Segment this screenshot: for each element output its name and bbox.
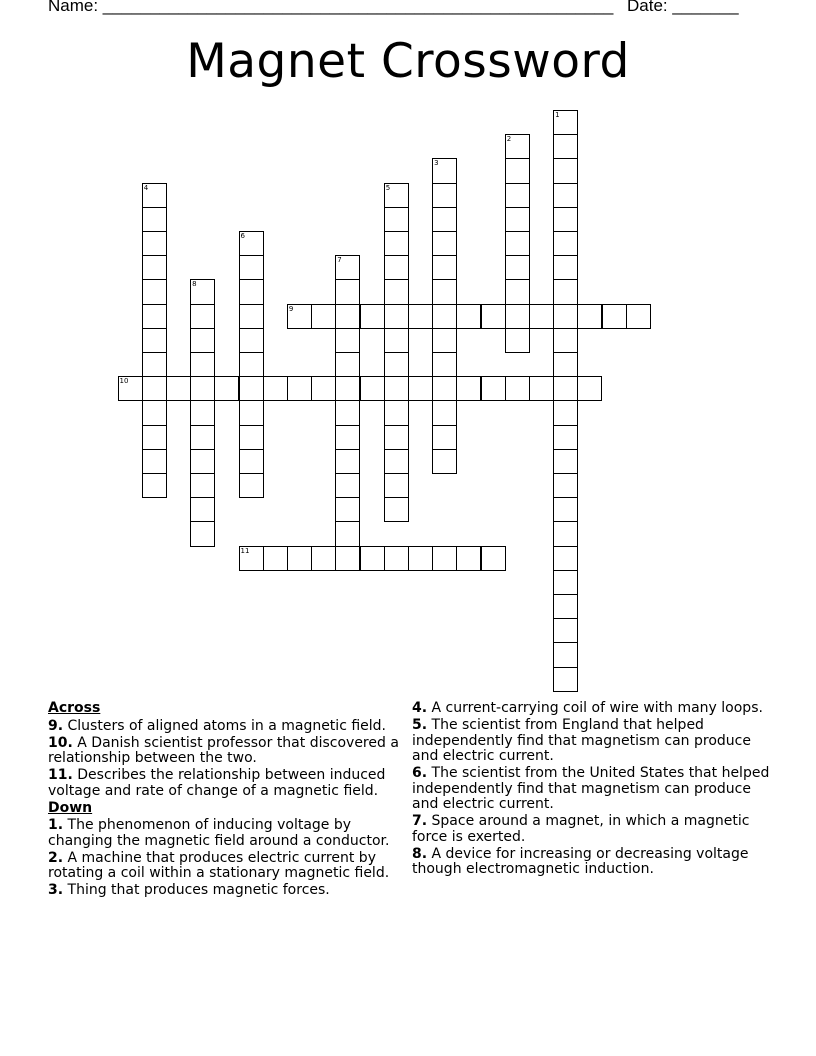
grid-cell[interactable] xyxy=(505,376,530,401)
grid-cell[interactable] xyxy=(505,279,530,304)
grid-cell[interactable] xyxy=(384,352,409,377)
grid-cell[interactable] xyxy=(239,400,264,425)
grid-cell[interactable] xyxy=(384,473,409,498)
grid-cell[interactable] xyxy=(432,352,457,377)
grid-cell[interactable] xyxy=(408,376,433,401)
grid-cell[interactable] xyxy=(384,497,409,522)
grid-cell[interactable] xyxy=(553,304,578,329)
date-field-label: Date: _______ xyxy=(627,0,739,15)
grid-cell[interactable] xyxy=(505,328,530,353)
grid-cell[interactable] xyxy=(239,425,264,450)
grid-cell[interactable] xyxy=(553,618,578,643)
grid-cell[interactable] xyxy=(166,376,191,401)
grid-cell[interactable] xyxy=(481,304,506,329)
grid-cell[interactable] xyxy=(142,279,167,304)
grid-cell[interactable] xyxy=(142,183,167,208)
clues-right-column xyxy=(412,701,772,879)
grid-cell[interactable] xyxy=(384,231,409,256)
grid-cell[interactable] xyxy=(432,546,457,571)
grid-cell[interactable] xyxy=(553,570,578,595)
grid-cell[interactable] xyxy=(239,328,264,353)
grid-cell[interactable] xyxy=(432,400,457,425)
clue-across-10: 10. A Danish scientist professor that discovered a relationship between the two. xyxy=(48,734,399,766)
grid-cell[interactable] xyxy=(384,425,409,450)
grid-cell[interactable] xyxy=(190,449,215,474)
grid-cell[interactable] xyxy=(360,546,385,571)
clue-number-label: 7 xyxy=(337,256,342,265)
grid-cell[interactable] xyxy=(190,473,215,498)
grid-cell[interactable] xyxy=(384,449,409,474)
grid-cell[interactable] xyxy=(626,304,651,329)
grid-cell[interactable] xyxy=(142,231,167,256)
grid-cell[interactable] xyxy=(553,207,578,232)
grid-cell[interactable] xyxy=(529,376,554,401)
grid-cell[interactable] xyxy=(553,400,578,425)
grid-cell[interactable] xyxy=(118,376,143,401)
grid-cell[interactable] xyxy=(142,255,167,280)
clue-number-label: 2 xyxy=(506,135,512,144)
name-field-label: Name: ______________________________________________________ xyxy=(48,0,614,15)
clue-across-11: 11. Describes the relationship between induced voltage and rate of change of a magnetic field. xyxy=(48,767,386,799)
grid-cell[interactable] xyxy=(239,304,264,329)
grid-cell[interactable] xyxy=(553,521,578,546)
grid-cell[interactable] xyxy=(190,352,215,377)
clue-number-label: 6 xyxy=(240,232,245,240)
grid-cell[interactable] xyxy=(505,255,530,280)
grid-cell[interactable] xyxy=(263,376,288,401)
grid-cell[interactable] xyxy=(432,328,457,353)
grid-cell[interactable] xyxy=(384,255,409,280)
grid-cell[interactable] xyxy=(239,352,264,377)
clue-down-8: 8. A device for increasing or decreasing voltage though electromagnetic induction. xyxy=(412,845,749,877)
grid-cell[interactable] xyxy=(384,400,409,425)
clue-number-label: 1 xyxy=(555,111,560,119)
grid-cell[interactable] xyxy=(553,594,578,619)
grid-cell[interactable] xyxy=(553,425,578,450)
grid-cell[interactable] xyxy=(335,425,360,450)
grid-cell[interactable] xyxy=(505,304,530,329)
grid-cell[interactable] xyxy=(287,376,312,401)
clue-down-2: 2. A machine that produces electric current by rotating a coil within a stationary magnetic field. xyxy=(48,849,390,881)
grid-cell[interactable] xyxy=(311,304,336,329)
grid-cell[interactable] xyxy=(239,473,264,498)
grid-cell[interactable] xyxy=(432,425,457,450)
grid-cell[interactable] xyxy=(432,231,457,256)
grid-cell[interactable] xyxy=(335,255,360,280)
clue-down-4: 4. A current-carrying coil of wire with many loops. xyxy=(412,700,763,716)
clue-number-label: 8 xyxy=(192,280,197,289)
grid-cell[interactable] xyxy=(456,304,481,329)
grid-cell[interactable] xyxy=(190,304,215,329)
grid-cell[interactable] xyxy=(142,473,167,498)
grid-cell[interactable] xyxy=(553,376,578,401)
grid-cell[interactable] xyxy=(190,279,215,304)
clue-number-label: 4 xyxy=(143,183,149,192)
grid-cell[interactable] xyxy=(384,376,409,401)
grid-cell[interactable] xyxy=(505,207,530,232)
grid-cell[interactable] xyxy=(408,304,433,329)
grid-cell[interactable] xyxy=(311,376,336,401)
grid-cell[interactable] xyxy=(239,376,264,401)
grid-cell[interactable] xyxy=(335,279,360,304)
grid-cell[interactable] xyxy=(505,183,530,208)
grid-cell[interactable] xyxy=(287,546,312,571)
grid-cell[interactable] xyxy=(553,497,578,522)
grid-cell[interactable] xyxy=(311,546,336,571)
grid-cell[interactable] xyxy=(553,546,578,571)
grid-cell[interactable] xyxy=(360,304,385,329)
grid-cell[interactable] xyxy=(432,255,457,280)
grid-cell[interactable] xyxy=(384,328,409,353)
grid-cell[interactable] xyxy=(456,546,481,571)
clue-number-label: 11 xyxy=(240,546,250,555)
grid-cell[interactable] xyxy=(142,376,167,401)
grid-cell[interactable] xyxy=(142,207,167,232)
grid-cell[interactable] xyxy=(553,110,578,135)
clue-down-3: 3. Thing that produces magnetic forces. xyxy=(48,882,330,898)
grid-cell[interactable] xyxy=(602,304,627,329)
grid-cell[interactable] xyxy=(335,497,360,522)
grid-cell[interactable] xyxy=(335,400,360,425)
grid-cell[interactable] xyxy=(505,134,530,159)
grid-cell[interactable] xyxy=(142,449,167,474)
grid-cell[interactable] xyxy=(432,158,457,183)
grid-cell[interactable] xyxy=(553,352,578,377)
grid-cell[interactable] xyxy=(190,376,215,401)
grid-cell[interactable] xyxy=(287,304,312,329)
grid-cell[interactable] xyxy=(384,279,409,304)
grid-cell[interactable] xyxy=(190,328,215,353)
grid-cell[interactable] xyxy=(239,231,264,256)
grid-cell[interactable] xyxy=(239,255,264,280)
page-title: Magnet Crossword xyxy=(186,34,630,89)
grid-cell[interactable] xyxy=(335,546,360,571)
grid-cell[interactable] xyxy=(553,255,578,280)
grid-cell[interactable] xyxy=(481,376,506,401)
grid-cell[interactable] xyxy=(142,304,167,329)
grid-cell[interactable] xyxy=(553,158,578,183)
grid-cell[interactable] xyxy=(190,425,215,450)
grid-cell[interactable] xyxy=(553,279,578,304)
grid-cell[interactable] xyxy=(239,546,264,571)
clue-number-label: 3 xyxy=(434,159,439,168)
grid-cell[interactable] xyxy=(432,376,457,401)
grid-cell[interactable] xyxy=(553,449,578,474)
grid-cell[interactable] xyxy=(529,304,554,329)
grid-cell[interactable] xyxy=(432,304,457,329)
grid-cell[interactable] xyxy=(335,328,360,353)
down-heading: Down xyxy=(48,799,93,816)
grid-cell[interactable] xyxy=(190,521,215,546)
grid-cell[interactable] xyxy=(432,183,457,208)
grid-cell[interactable] xyxy=(239,279,264,304)
grid-cell[interactable] xyxy=(553,231,578,256)
grid-cell[interactable] xyxy=(432,279,457,304)
clue-down-7: 7. Space around a magnet, in which a magnetic force is exerted. xyxy=(412,813,750,845)
clue-down-6: 6. The scientist from the United States that helped independently find that magnetism can produce and electric current. xyxy=(412,765,770,812)
grid-cell[interactable] xyxy=(553,473,578,498)
grid-cell[interactable] xyxy=(553,134,578,159)
grid-cell[interactable] xyxy=(505,231,530,256)
grid-cell[interactable] xyxy=(360,376,385,401)
grid-cell[interactable] xyxy=(335,304,360,329)
grid-cell[interactable] xyxy=(239,449,264,474)
grid-cell[interactable] xyxy=(553,328,578,353)
grid-cell[interactable] xyxy=(142,400,167,425)
clue-number-label: 9 xyxy=(288,304,294,313)
grid-cell[interactable] xyxy=(432,207,457,232)
grid-cell[interactable] xyxy=(577,304,602,329)
grid-cell[interactable] xyxy=(384,183,409,208)
grid-cell[interactable] xyxy=(335,376,360,401)
grid-cell[interactable] xyxy=(190,400,215,425)
grid-cell[interactable] xyxy=(335,473,360,498)
grid-cell[interactable] xyxy=(335,449,360,474)
clue-across-9: 9. Clusters of aligned atoms in a magnetic field. xyxy=(48,717,386,734)
grid-cell[interactable] xyxy=(384,207,409,232)
across-heading: Across xyxy=(48,700,101,716)
grid-cell[interactable] xyxy=(408,546,433,571)
grid-cell[interactable] xyxy=(142,425,167,450)
clue-down-1: 1. The phenomenon of inducing voltage by changing the magnetic field around a conductor. xyxy=(48,817,390,849)
grid-cell[interactable] xyxy=(481,546,506,571)
grid-cell[interactable] xyxy=(432,449,457,474)
clue-number-label: 10 xyxy=(119,377,129,386)
clue-number-label: 5 xyxy=(385,183,391,192)
grid-cell[interactable] xyxy=(505,158,530,183)
grid-cell[interactable] xyxy=(553,642,578,667)
grid-cell[interactable] xyxy=(553,183,578,208)
grid-cell[interactable] xyxy=(142,328,167,353)
grid-cell[interactable] xyxy=(190,497,215,522)
grid-cell[interactable] xyxy=(263,546,288,571)
grid-cell[interactable] xyxy=(384,546,409,571)
grid-cell[interactable] xyxy=(456,376,481,401)
grid-cell[interactable] xyxy=(384,304,409,329)
clue-down-5: 5. The scientist from England that helped independently find that magnetism can produce and electric current. xyxy=(412,717,751,764)
grid-cell[interactable] xyxy=(553,667,578,692)
clues-left-column xyxy=(48,701,406,900)
grid-cell[interactable] xyxy=(142,352,167,377)
grid-cell[interactable] xyxy=(577,376,602,401)
grid-cell[interactable] xyxy=(335,521,360,546)
grid-cell[interactable] xyxy=(214,376,239,401)
grid-cell[interactable] xyxy=(335,352,360,377)
